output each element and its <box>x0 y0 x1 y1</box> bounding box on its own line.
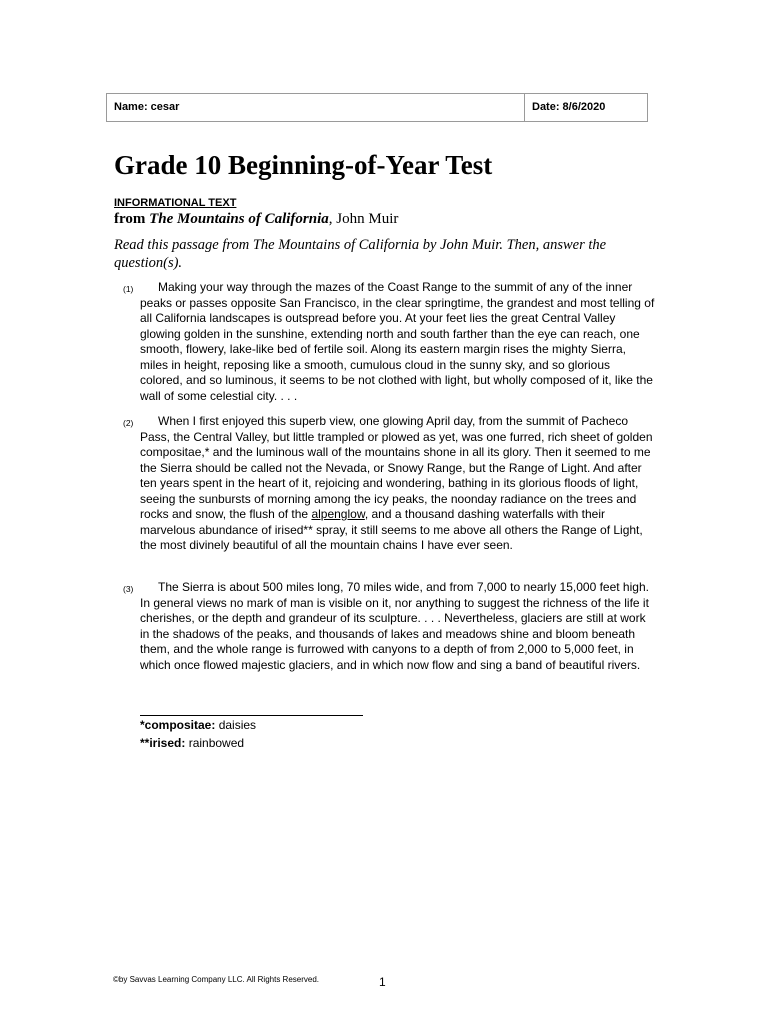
paragraph-number: (3) <box>123 584 134 594</box>
footnote <box>140 718 256 733</box>
source-prefix: from <box>114 211 150 227</box>
footnote-divider <box>140 715 363 716</box>
footnote <box>140 736 244 751</box>
paragraph-number: (1) <box>123 284 134 294</box>
alpenglow-term: alpenglow <box>311 507 365 521</box>
copyright-notice: ©by Savvas Learning Company LLC. All Rights Reserved. <box>113 975 319 984</box>
section-label: INFORMATIONAL TEXT <box>114 197 237 209</box>
paragraph-number: (2) <box>123 418 134 428</box>
paragraph-2-text: When I first enjoyed this superb view, one glowing April day, from the summit of Pacheco Pass, the Central Valley, but little trampled or plowed as yet, was one furred, rich sheet of golden compositae,* and the luminous wall of the mountains shone in all its glory. Then it seemed to me the Sierra should be called not the Nevada, or Snowy Range, but the Range of Light. And after ten years spent in the heart of it, rejoicing and wondering, bathing in its glorious floods of light, seeing the sunbursts of morning among the icy peaks, the noonday radiance on the trees and rocks and snow, the flush of the <box>140 414 653 521</box>
paragraph-1: Making your way through the mazes of the Coast Range to the summit of any of the inner peaks or passes opposite San Francisco, in the clear springtime, the grandest and most telling of all California landscapes is outspread before you. At your feet lies the great Central Valley glowing golden in the sunshine, extending north and south farther than the eye can reach, one smooth, flowery, lake-like bed of fertile soil. Along its eastern margin rises the mighty Sierra, miles in height, reposing like a smooth, cumulous cloud in the sunny sky, and so glorious colored, and so luminous, it seems to be not clothed with light, but wholly composed of it, like the wall of some celestial city. . . . <box>140 280 655 403</box>
footnote-definition: daisies <box>215 718 257 732</box>
student-name: Name: cesar <box>107 94 525 121</box>
source-work-title: The Mountains of California <box>149 211 329 227</box>
page-number: 1 <box>379 975 386 989</box>
footnote-definition: rainbowed <box>185 736 245 750</box>
paragraph-2 <box>140 414 655 554</box>
page-title: Grade 10 Beginning-of-Year Test <box>114 150 493 180</box>
instructions: Read this passage from The Mountains of California by John Muir. Then, answer the question(s). <box>114 237 607 271</box>
source-author: , John Muir <box>328 211 399 227</box>
test-date: Date: 8/6/2020 <box>532 101 606 113</box>
footnote-term: **irised: <box>140 736 186 750</box>
paragraph-2-text-end: , and a thousand dashing waterfalls with their marvelous abundance of irised** spray, it still seems to me above all others the Range of Light, the most divinely beautiful of all the mountain chains I have ever seen. <box>140 507 643 552</box>
student-info-box <box>106 93 648 122</box>
source-line <box>114 210 398 228</box>
footnote-term: *compositae: <box>140 718 216 732</box>
paragraph-3: The Sierra is about 500 miles long, 70 miles wide, and from 7,000 to nearly 15,000 feet high. In general views no mark of man is visible on it, nor anything to suggest the richness of the life it cherishes, or the depth and grandeur of its sculpture. . . . Nevertheless, glaciers are still at work in the shadows of the peaks, and thousands of lakes and meadows shine and bloom beneath them, and the whole range is furrowed with canyons to a depth of from 2,000 to 5,000 feet, in which once flowed majestic glaciers, and in which now flow and sing a band of beautiful rivers. <box>140 580 649 672</box>
